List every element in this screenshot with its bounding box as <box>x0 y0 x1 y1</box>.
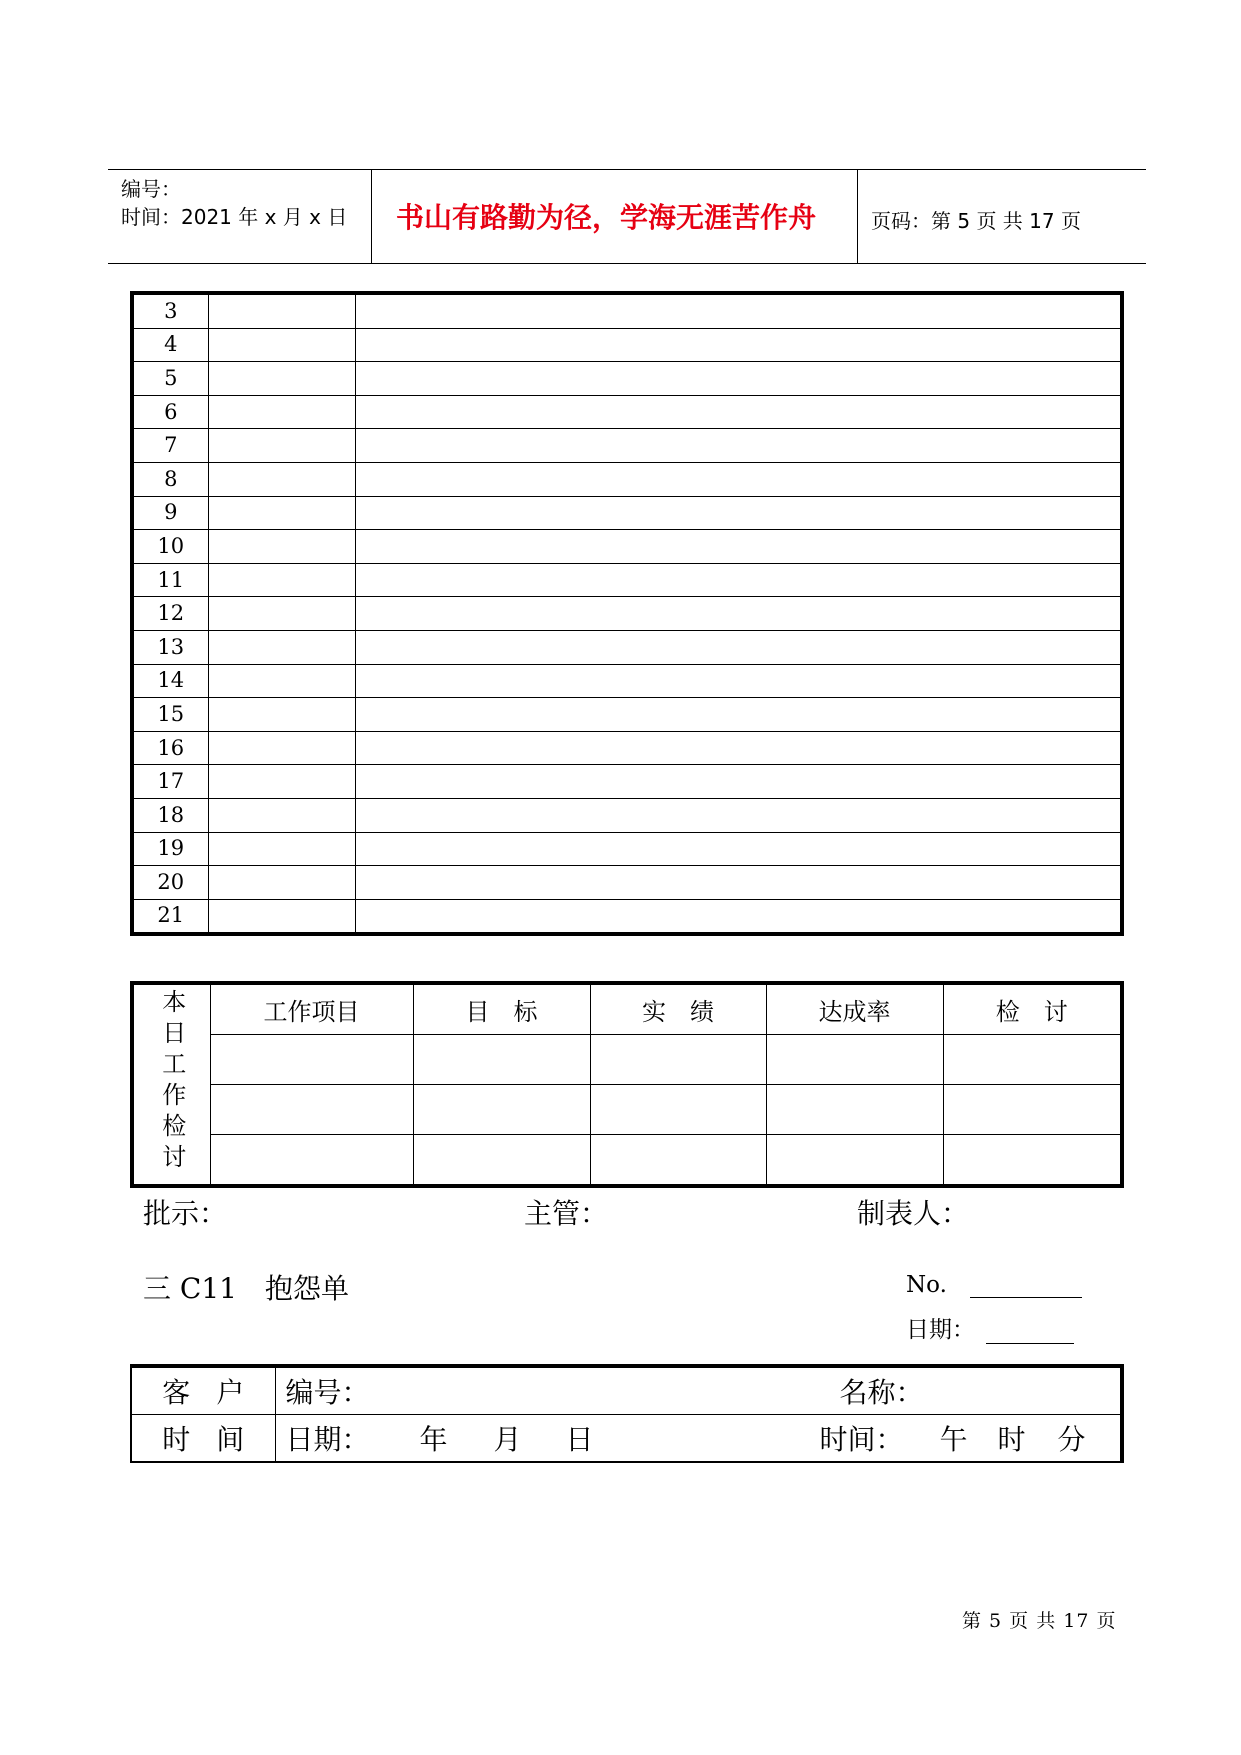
log-row-cell[interactable] <box>208 563 355 597</box>
review-header-review: 检 讨 <box>943 983 1122 1035</box>
log-row-content[interactable] <box>355 429 1122 463</box>
log-row-cell[interactable] <box>208 798 355 832</box>
log-row-number: 11 <box>132 563 208 597</box>
review-cell[interactable] <box>210 1035 413 1085</box>
log-row-content[interactable] <box>355 362 1122 396</box>
review-row <box>132 1135 1122 1187</box>
log-row-cell[interactable] <box>208 496 355 530</box>
log-row-number: 10 <box>132 530 208 564</box>
log-row <box>132 530 1122 564</box>
log-row-content[interactable] <box>355 798 1122 832</box>
review-header-rate: 达成率 <box>766 983 943 1035</box>
review-cell[interactable] <box>943 1085 1122 1135</box>
log-row <box>132 597 1122 631</box>
log-row-content[interactable] <box>355 866 1122 900</box>
log-row-cell[interactable] <box>208 429 355 463</box>
log-row-cell[interactable] <box>208 899 355 934</box>
complaint-date-label: 日期： <box>906 1317 975 1343</box>
review-side-label: 本日工作检讨 <box>157 988 186 1175</box>
log-row-content[interactable] <box>355 664 1122 698</box>
log-row-cell[interactable] <box>208 698 355 732</box>
complaint-section-title: 三 C11 抱怨单 <box>143 1272 349 1305</box>
log-row-cell[interactable] <box>208 293 355 328</box>
log-row <box>132 731 1122 765</box>
review-header-row <box>132 983 1122 1035</box>
log-row-number: 13 <box>132 630 208 664</box>
log-row-cell[interactable] <box>208 395 355 429</box>
complaint-name-label: 名称： <box>839 1376 924 1409</box>
review-row <box>132 1085 1122 1135</box>
log-row-number: 4 <box>132 328 208 362</box>
review-cell[interactable] <box>766 1035 943 1085</box>
log-row-cell[interactable] <box>208 328 355 362</box>
log-row <box>132 798 1122 832</box>
log-row-number: 20 <box>132 866 208 900</box>
review-cell[interactable] <box>590 1035 766 1085</box>
complaint-customer-label: 客户 <box>131 1366 275 1415</box>
complaint-month-label: 月 <box>493 1423 522 1456</box>
log-row-content[interactable] <box>355 832 1122 866</box>
footer-page-number: 第 5 页 共 17 页 <box>962 1610 1117 1632</box>
complaint-year-label: 年 <box>419 1423 448 1456</box>
log-row-content[interactable] <box>355 293 1122 328</box>
log-row-content[interactable] <box>355 395 1122 429</box>
log-row <box>132 698 1122 732</box>
daily-review-table <box>130 981 1124 1188</box>
log-row-content[interactable] <box>355 530 1122 564</box>
log-row-content[interactable] <box>355 597 1122 631</box>
review-cell[interactable] <box>943 1135 1122 1187</box>
header-serial-label: 编号： <box>121 177 181 201</box>
log-row-content[interactable] <box>355 899 1122 934</box>
complaint-date-field-label: 日期： <box>285 1423 370 1456</box>
log-row-number: 21 <box>132 899 208 934</box>
log-row-number: 12 <box>132 597 208 631</box>
approval-label: 批示： <box>143 1197 228 1230</box>
complaint-no-label: No. <box>906 1272 947 1298</box>
complaint-date <box>906 1311 1074 1344</box>
log-row-content[interactable] <box>355 496 1122 530</box>
review-cell[interactable] <box>413 1085 590 1135</box>
log-row <box>132 832 1122 866</box>
review-cell[interactable] <box>210 1135 413 1187</box>
complaint-no-field[interactable] <box>970 1275 1082 1298</box>
log-row-number: 15 <box>132 698 208 732</box>
log-row-number: 17 <box>132 765 208 799</box>
complaint-customer-row <box>131 1366 1122 1415</box>
complaint-noon-label: 午 <box>939 1423 968 1456</box>
log-row <box>132 899 1122 934</box>
review-cell[interactable] <box>766 1085 943 1135</box>
log-row-cell[interactable] <box>208 530 355 564</box>
complaint-customer-cell[interactable] <box>275 1366 1122 1415</box>
log-row-content[interactable] <box>355 328 1122 362</box>
log-row-number: 8 <box>132 462 208 496</box>
log-row <box>132 429 1122 463</box>
log-row-number: 14 <box>132 664 208 698</box>
review-cell[interactable] <box>943 1035 1122 1085</box>
complaint-table <box>130 1364 1124 1463</box>
header-divider-left <box>371 170 372 263</box>
header-divider-right <box>857 170 858 263</box>
log-row-cell[interactable] <box>208 731 355 765</box>
log-row-cell[interactable] <box>208 630 355 664</box>
log-row <box>132 765 1122 799</box>
log-row-number: 9 <box>132 496 208 530</box>
log-row-content[interactable] <box>355 698 1122 732</box>
review-cell[interactable] <box>210 1085 413 1135</box>
review-cell[interactable] <box>413 1135 590 1187</box>
complaint-hour-label: 时 <box>997 1423 1026 1456</box>
log-row-cell[interactable] <box>208 462 355 496</box>
review-cell[interactable] <box>590 1085 766 1135</box>
log-row-content[interactable] <box>355 731 1122 765</box>
log-row <box>132 630 1122 664</box>
review-header-item: 工作项目 <box>210 983 413 1035</box>
log-row-number: 5 <box>132 362 208 396</box>
complaint-time-label: 时间 <box>131 1415 275 1463</box>
log-row-number: 16 <box>132 731 208 765</box>
log-row-cell[interactable] <box>208 765 355 799</box>
complaint-time-row <box>131 1415 1122 1463</box>
review-header-target: 目 标 <box>413 983 590 1035</box>
log-row-number: 7 <box>132 429 208 463</box>
complaint-time-cell[interactable] <box>275 1415 1122 1463</box>
log-row-content[interactable] <box>355 563 1122 597</box>
review-header-actual: 实 绩 <box>590 983 766 1035</box>
log-row <box>132 362 1122 396</box>
log-row <box>132 664 1122 698</box>
log-row-cell[interactable] <box>208 866 355 900</box>
log-row-cell[interactable] <box>208 664 355 698</box>
log-row <box>132 293 1122 328</box>
log-row <box>132 563 1122 597</box>
review-row <box>132 1035 1122 1085</box>
log-row-number: 6 <box>132 395 208 429</box>
complaint-minute-label: 分 <box>1057 1423 1086 1456</box>
log-table <box>130 291 1124 936</box>
complaint-no <box>906 1272 1082 1298</box>
log-row <box>132 866 1122 900</box>
log-row-number: 19 <box>132 832 208 866</box>
log-row <box>132 462 1122 496</box>
preparer-label: 制表人： <box>857 1197 970 1230</box>
review-cell[interactable] <box>413 1035 590 1085</box>
complaint-date-field[interactable] <box>986 1321 1074 1344</box>
header-time-label: 时间：2021 年 x 月 x 日 <box>121 205 348 229</box>
review-cell[interactable] <box>766 1135 943 1187</box>
header-motto: 书山有路勤为径，学海无涯苦作舟 <box>396 201 817 234</box>
review-cell[interactable] <box>590 1135 766 1187</box>
log-row-cell[interactable] <box>208 362 355 396</box>
log-row-number: 18 <box>132 798 208 832</box>
header-bottom-rule <box>108 263 1146 264</box>
log-row-cell[interactable] <box>208 832 355 866</box>
header-page-label: 页码：第 5 页 共 17 页 <box>871 209 1081 233</box>
supervisor-label: 主管： <box>524 1197 609 1230</box>
log-row-content[interactable] <box>355 630 1122 664</box>
review-side-label-cell <box>132 983 210 1186</box>
complaint-day-label: 日 <box>565 1423 594 1456</box>
log-row <box>132 395 1122 429</box>
log-row <box>132 496 1122 530</box>
complaint-time-field-label: 时间： <box>819 1423 904 1456</box>
header-top-rule <box>108 169 1146 170</box>
log-row-content[interactable] <box>355 462 1122 496</box>
log-row-number: 3 <box>132 293 208 328</box>
log-row <box>132 328 1122 362</box>
complaint-number-label: 编号： <box>285 1376 370 1409</box>
log-row-content[interactable] <box>355 765 1122 799</box>
log-row-cell[interactable] <box>208 597 355 631</box>
